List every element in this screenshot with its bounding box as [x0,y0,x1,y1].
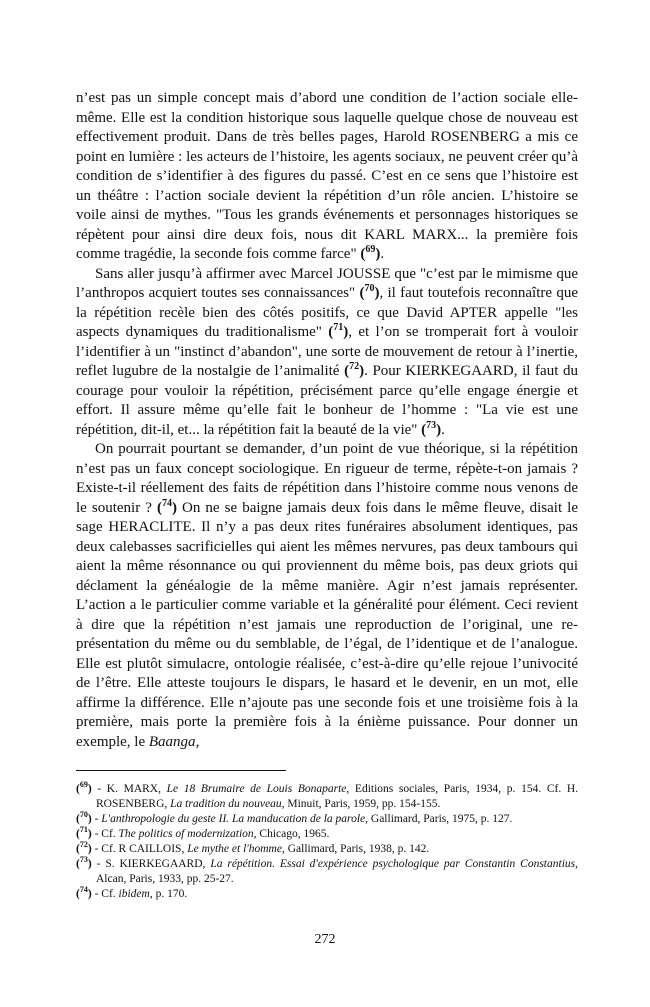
footnote-70: ($^{70}$) - L'anthropologie du geste II. La manducation de la parole, Gallimard, Paris, 1975, p. 127. [76,810,513,825]
footnote-72: ($^{72}$) - Cf. R CAILLOIS, Le mythe et l'homme, Gallimard, Paris, 1938, p. 142. [76,840,430,855]
page-number: 272 [314,932,336,947]
footnote-ref-72[interactable]: ($^{72}$) [344,361,365,379]
main-text [76,89,578,752]
footnote-ref-73[interactable]: ($^{73}$) [421,419,442,438]
footnote-separator [76,770,286,771]
footnote-74: ($^{74}$) - Cf. ibidem, p. 170. [76,885,188,900]
footnote-ref-69[interactable]: ($^{69}$) [360,244,381,262]
footnotes [76,782,578,902]
footnote-73: ($^{73}$) - S. KIERKEGAARD, La répétition. Essai d'expérience psychologique par Constantin Constantius, Alcan, Paris, 1933, pp. 25-27. [76,855,578,885]
footnote-ref-74[interactable]: ($^{74}$) [156,497,177,516]
paragraph-2: Sans aller jusqu’à affirmer avec Marcel JOUSSE que "c’est par le mimisme que l’anthropos acquiert toutes ses connaissances" ($^{70}$), il faut toutefois reconnaître que la répétition recèle bien des côtés positifs, ce que David APTER appelle "les aspects dynamiques du traditionalisme" ($^{71}$), et l’on se tromperait fort à vouloir l’identifier à un "instinct d’abandon", une sorte de mouvement de retour à l’inertie, reflet lugubre de la nostalgie de l’animalité ($^{72}$). Pour KIERKEGAARD, il faut du courage pour vouloir la répétition, précisément parce qu’elle engage énergie et effort. Il assure même qu’elle fait le bonheur de l’homme : "La vie est une répétition, dit-il, et... la répétition fait la beauté de la vie" ($^{73}$). [76,265,578,438]
footnote-ref-70[interactable]: ($^{70}$) [359,283,380,301]
paragraph-3: On pourrait pourtant se demander, d’un point de vue théorique, si la répétition n’est pas un faux concept sociologique. En rigueur de terme, répète-t-on jamais ? Existe-t-il réellement des faits de répétition dans l’histoire comme nous venons de le soutenir ? ($^{74}$) On ne se baigne jamais deux fois dans le même fleuve, disait le sage HERACLITE. Il n’y a pas deux rites funéraires absolument identiques, pas deux calebasses sacrificielles qui aient les mêmes nervures, pas deux tambours qui aient la même résonnance ou qui proviennent du même bois, pas deux griots qui déclament la généalogie de la même manière. Agir n’est jamais représenter. L’action a le particulier comme variable et la généralité pour élément. Ceci revient à dire que la répétition n’est jamais une reproduction de l’original, une re-présentation du même ou du semblable, de l’égal, de l’identique et de l’analogue. Elle est plutôt simulacre, ontologie réalisée, c’est-à-dire qu’elle rejoue l’univocité de l’être. Elle atteste toujours le dispars, le hasard et le devenir, en un mot, elle affirme la différence. Elle n’ajoute pas une seconde fois et une troisième fois à la première, mais porte la première fois à la énième puissance. Pour donner un exemple, le Baanga, [76,441,578,750]
footnote-ref-71[interactable]: ($^{71}$) [328,322,349,340]
footnote-69: ($^{69}$) - K. MARX, Le 18 Brumaire de Louis Bonaparte, Editions sociales, Paris, 1934, p. 154. Cf. H. ROSENBERG, La tradition du nouveau, Minuit, Paris, 1959, pp. 154-155. [76,780,579,810]
paragraph-1: n’est pas un simple concept mais d’abord une condition de l’action sociale elle-même. Elle est la condition historique sous laquelle quelque chose de nouveau est effectivement produit. Dans de très belles pages, Harold ROSENBERG a mis ce point en lumière : les acteurs de l’histoire, les agents sociaux, ne peuvent créer qu’à condition de s’identifier à des figures du passé. C’est en ce sens que l’histoire est un théâtre : l’action sociale devient la répétition d’un rôle ancien. L’histoire se voile ainsi de mythes. "Tous les grands événements et personnages historiques se répètent pour ainsi dire deux fois, nous dit KARL MARX... la première fois comme tragédie, la seconde fois comme farce" ($^{69}$). [76,90,578,262]
footnote-71: ($^{71}$) - Cf. The politics of modernization, Chicago, 1965. [76,825,330,840]
